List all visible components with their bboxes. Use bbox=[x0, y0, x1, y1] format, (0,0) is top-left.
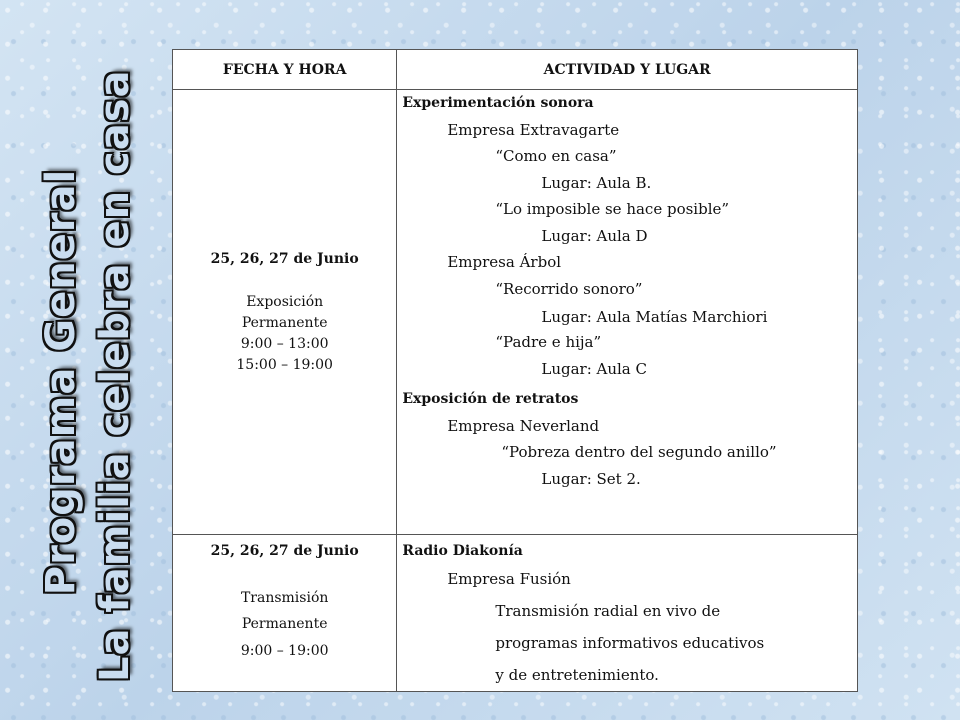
section-title: Experimentación sonora bbox=[402, 95, 594, 111]
place-label: Lugar: Aula B. bbox=[541, 173, 652, 192]
section-title: Exposición de retratos bbox=[402, 391, 579, 407]
table-row bbox=[173, 535, 858, 692]
event-type-line2: Permanente bbox=[241, 314, 328, 331]
work-title: “Como en casa” bbox=[495, 147, 617, 165]
activity-cell bbox=[397, 535, 858, 692]
schedule-table bbox=[172, 49, 858, 692]
table-header-row bbox=[173, 50, 858, 90]
title-line-2: La familia celebra en casa bbox=[92, 69, 138, 682]
place-label: Lugar: Aula Matías Marchiori bbox=[541, 308, 768, 326]
date-label: 25, 26, 27 de Junio bbox=[210, 543, 359, 559]
work-title: “Recorrido sonoro” bbox=[495, 279, 643, 298]
work-title: “Padre e hija” bbox=[495, 333, 602, 351]
place-label: Lugar: Set 2. bbox=[541, 469, 641, 488]
presentation-title bbox=[34, 69, 142, 682]
header-activity-place: ACTIVIDAD Y LUGAR bbox=[397, 50, 858, 90]
event-type-line1: Transmisión bbox=[240, 590, 329, 606]
place-label: Lugar: Aula C bbox=[541, 360, 647, 378]
description-line: programas informativos educativos bbox=[495, 634, 765, 652]
activity-cell bbox=[397, 90, 858, 535]
header-date-time: FECHA Y HORA bbox=[173, 50, 397, 90]
company-name: Empresa Árbol bbox=[447, 253, 562, 271]
time-range-1: 9:00 – 19:00 bbox=[240, 643, 329, 659]
title-line-1: Programa General bbox=[38, 168, 84, 596]
table-row bbox=[173, 90, 858, 535]
work-title: “Pobreza dentro del segundo anillo” bbox=[501, 443, 777, 461]
place-label: Lugar: Aula D bbox=[541, 226, 648, 245]
company-name: Empresa Fusión bbox=[447, 570, 571, 588]
description-line: y de entretenimiento. bbox=[495, 666, 659, 684]
date-cell bbox=[173, 90, 397, 535]
work-title: “Lo imposible se hace posible” bbox=[495, 200, 730, 218]
date-cell bbox=[173, 535, 397, 692]
description-line: Transmisión radial en vivo de bbox=[495, 602, 721, 620]
company-name: Empresa Extravagarte bbox=[447, 120, 620, 139]
event-type-line1: Exposición bbox=[246, 293, 324, 310]
section-title: Radio Diakonía bbox=[402, 543, 523, 559]
time-range-1: 9:00 – 13:00 bbox=[240, 335, 329, 352]
time-range-2: 15:00 – 19:00 bbox=[236, 356, 333, 373]
company-name: Empresa Neverland bbox=[447, 416, 600, 435]
event-type-line2: Permanente bbox=[241, 616, 328, 632]
date-label: 25, 26, 27 de Junio bbox=[210, 250, 359, 267]
